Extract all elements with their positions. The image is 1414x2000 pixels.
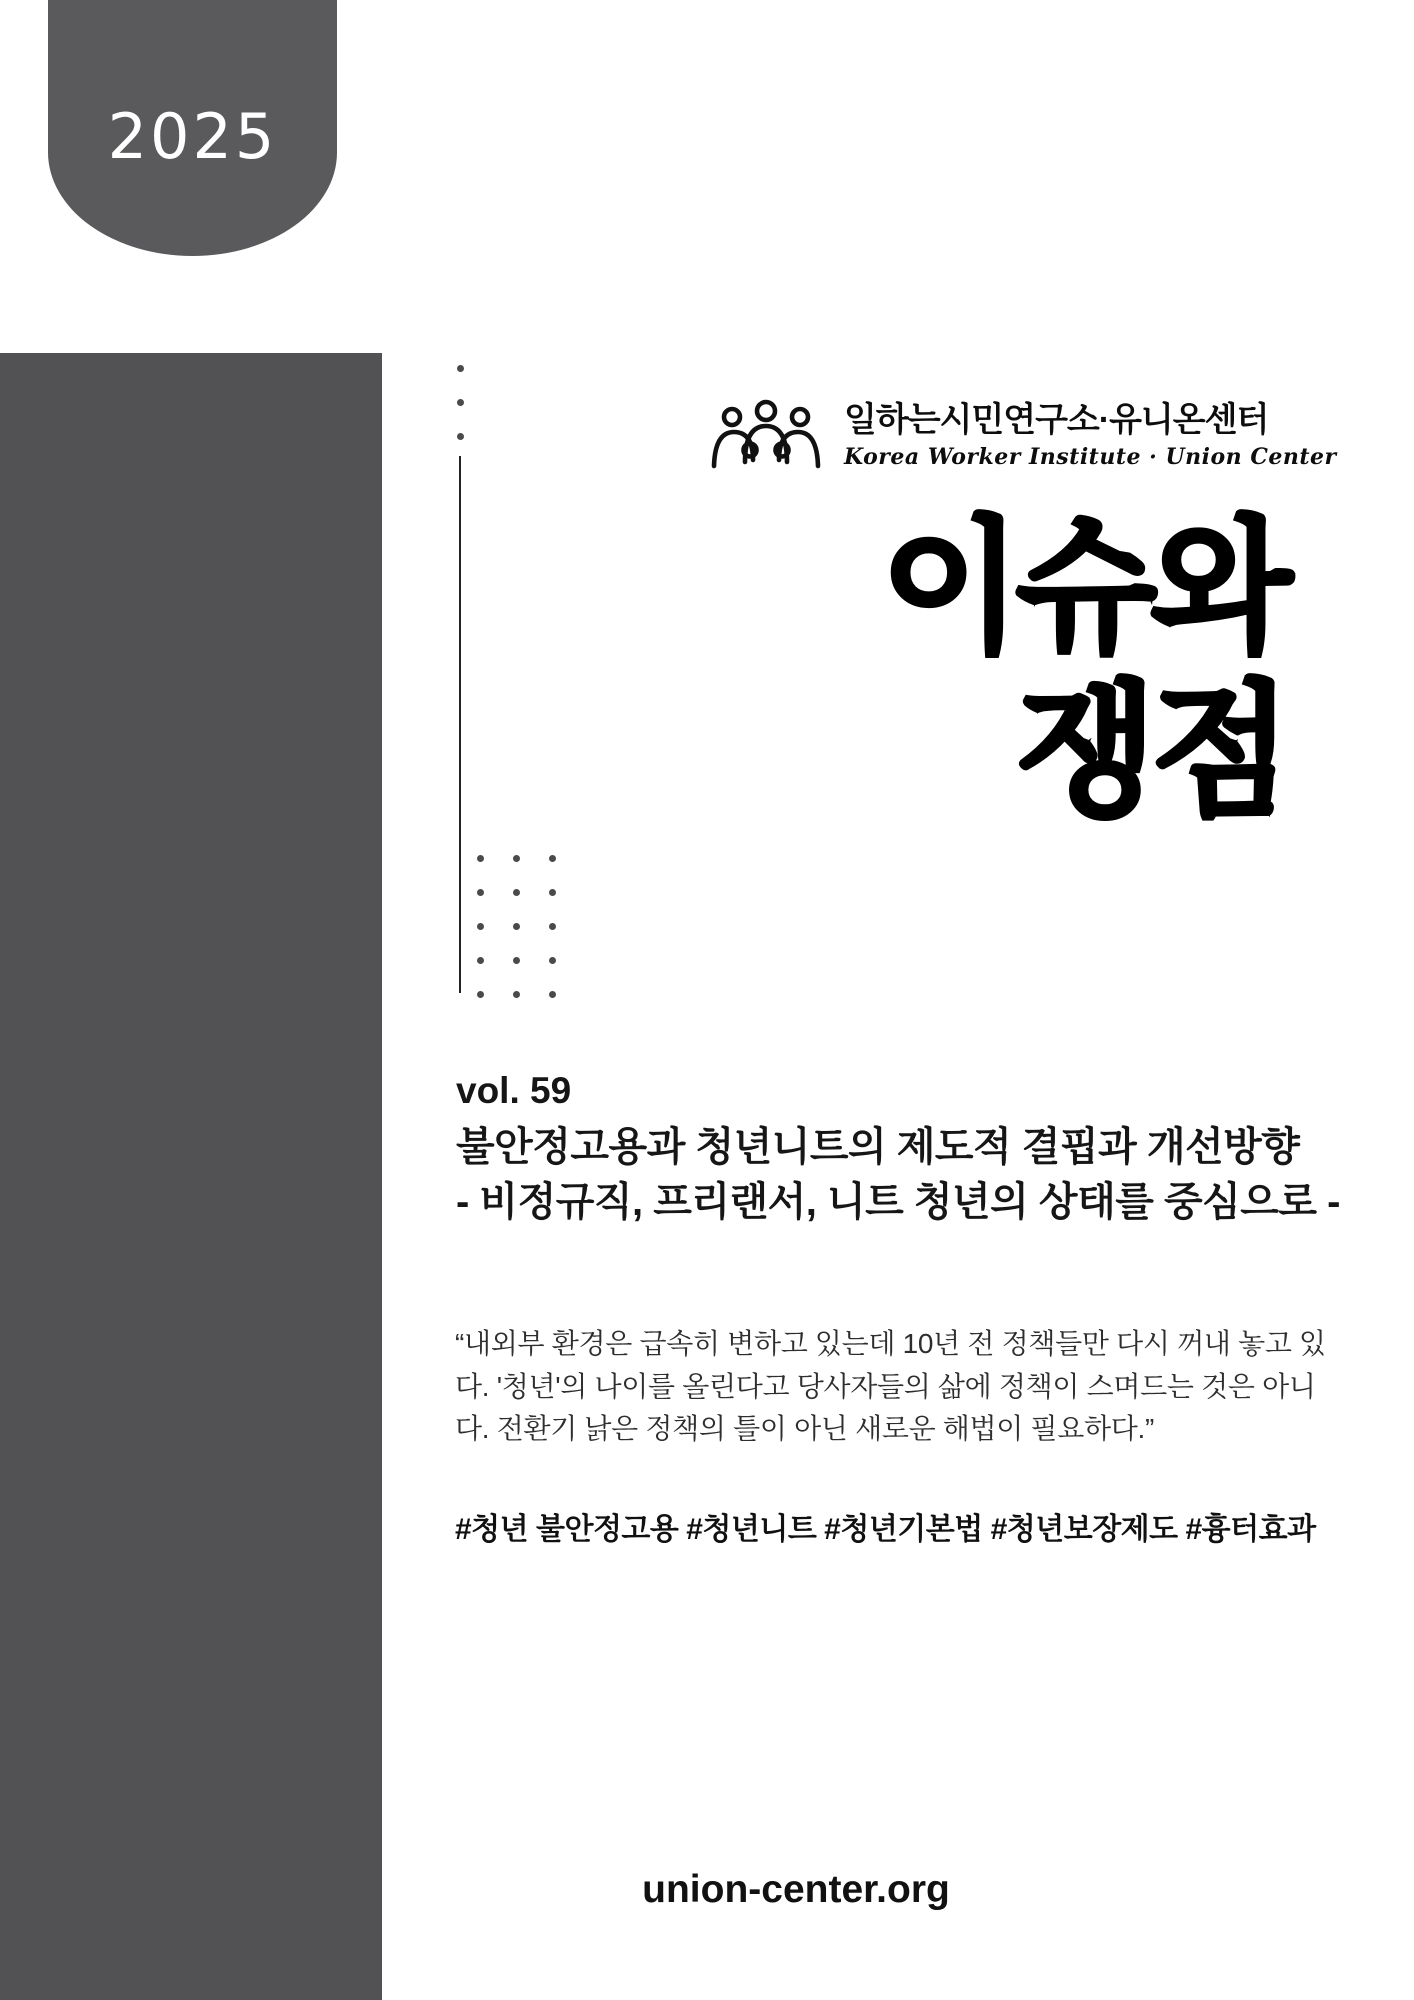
issue-title: 불안정고용과 청년니트의 제도적 결핍과 개선방향 bbox=[456, 1125, 1300, 1169]
dot bbox=[477, 923, 484, 930]
dot bbox=[549, 991, 556, 998]
dot bbox=[477, 855, 484, 862]
volume-label: vol. 59 bbox=[456, 1070, 572, 1111]
dot bbox=[513, 889, 520, 896]
dot bbox=[457, 399, 464, 406]
dot bbox=[477, 957, 484, 964]
pull-quote: “내외부 환경은 급속히 변하고 있는데 10년 전 정책들만 다시 꺼내 놓고 있다. '청년'의 나이를 올린다고 당사자들의 삶에 정책이 스며드는 것은 아니다. 전환기 낡은 정책의 틀이 아닌 새로운 해법이 필요하다.” bbox=[455, 1328, 1326, 1445]
site-url: union-center.org bbox=[642, 1868, 950, 1911]
dot bbox=[457, 365, 464, 372]
dot bbox=[549, 923, 556, 930]
year-label: 2025 bbox=[107, 99, 278, 173]
dot bbox=[513, 957, 520, 964]
dot bbox=[477, 889, 484, 896]
masthead-line-2: 쟁점 bbox=[1015, 669, 1286, 833]
dot-grid bbox=[477, 855, 556, 998]
masthead-title bbox=[881, 506, 1286, 833]
vertical-rule bbox=[459, 456, 461, 993]
issue-subtitle: - 비정규직, 프리랜서, 니트 청년의 상태를 중심으로 - bbox=[456, 1180, 1340, 1225]
side-band bbox=[0, 353, 382, 2000]
dot bbox=[513, 923, 520, 930]
dot bbox=[457, 433, 464, 440]
year-badge bbox=[48, 0, 337, 256]
brand-text bbox=[844, 392, 1337, 470]
dot bbox=[549, 855, 556, 862]
hashtags: #청년 불안정고용 #청년니트 #청년기본법 #청년보장제도 #흉터효과 bbox=[455, 1513, 1316, 1546]
dot bbox=[513, 855, 520, 862]
dots-column bbox=[457, 365, 464, 440]
brand-row bbox=[710, 392, 1337, 475]
dot bbox=[549, 889, 556, 896]
masthead-line-1: 이슈와 bbox=[880, 506, 1286, 669]
org-name-korean: 일하는시민연구소·유니온센터 bbox=[844, 401, 1269, 439]
issue-block bbox=[456, 1070, 1346, 1230]
dot bbox=[549, 957, 556, 964]
dot bbox=[477, 991, 484, 998]
people-logo-icon bbox=[710, 398, 822, 475]
org-name-english: Korea Worker Institute · Union Center bbox=[844, 444, 1337, 470]
dot bbox=[513, 991, 520, 998]
